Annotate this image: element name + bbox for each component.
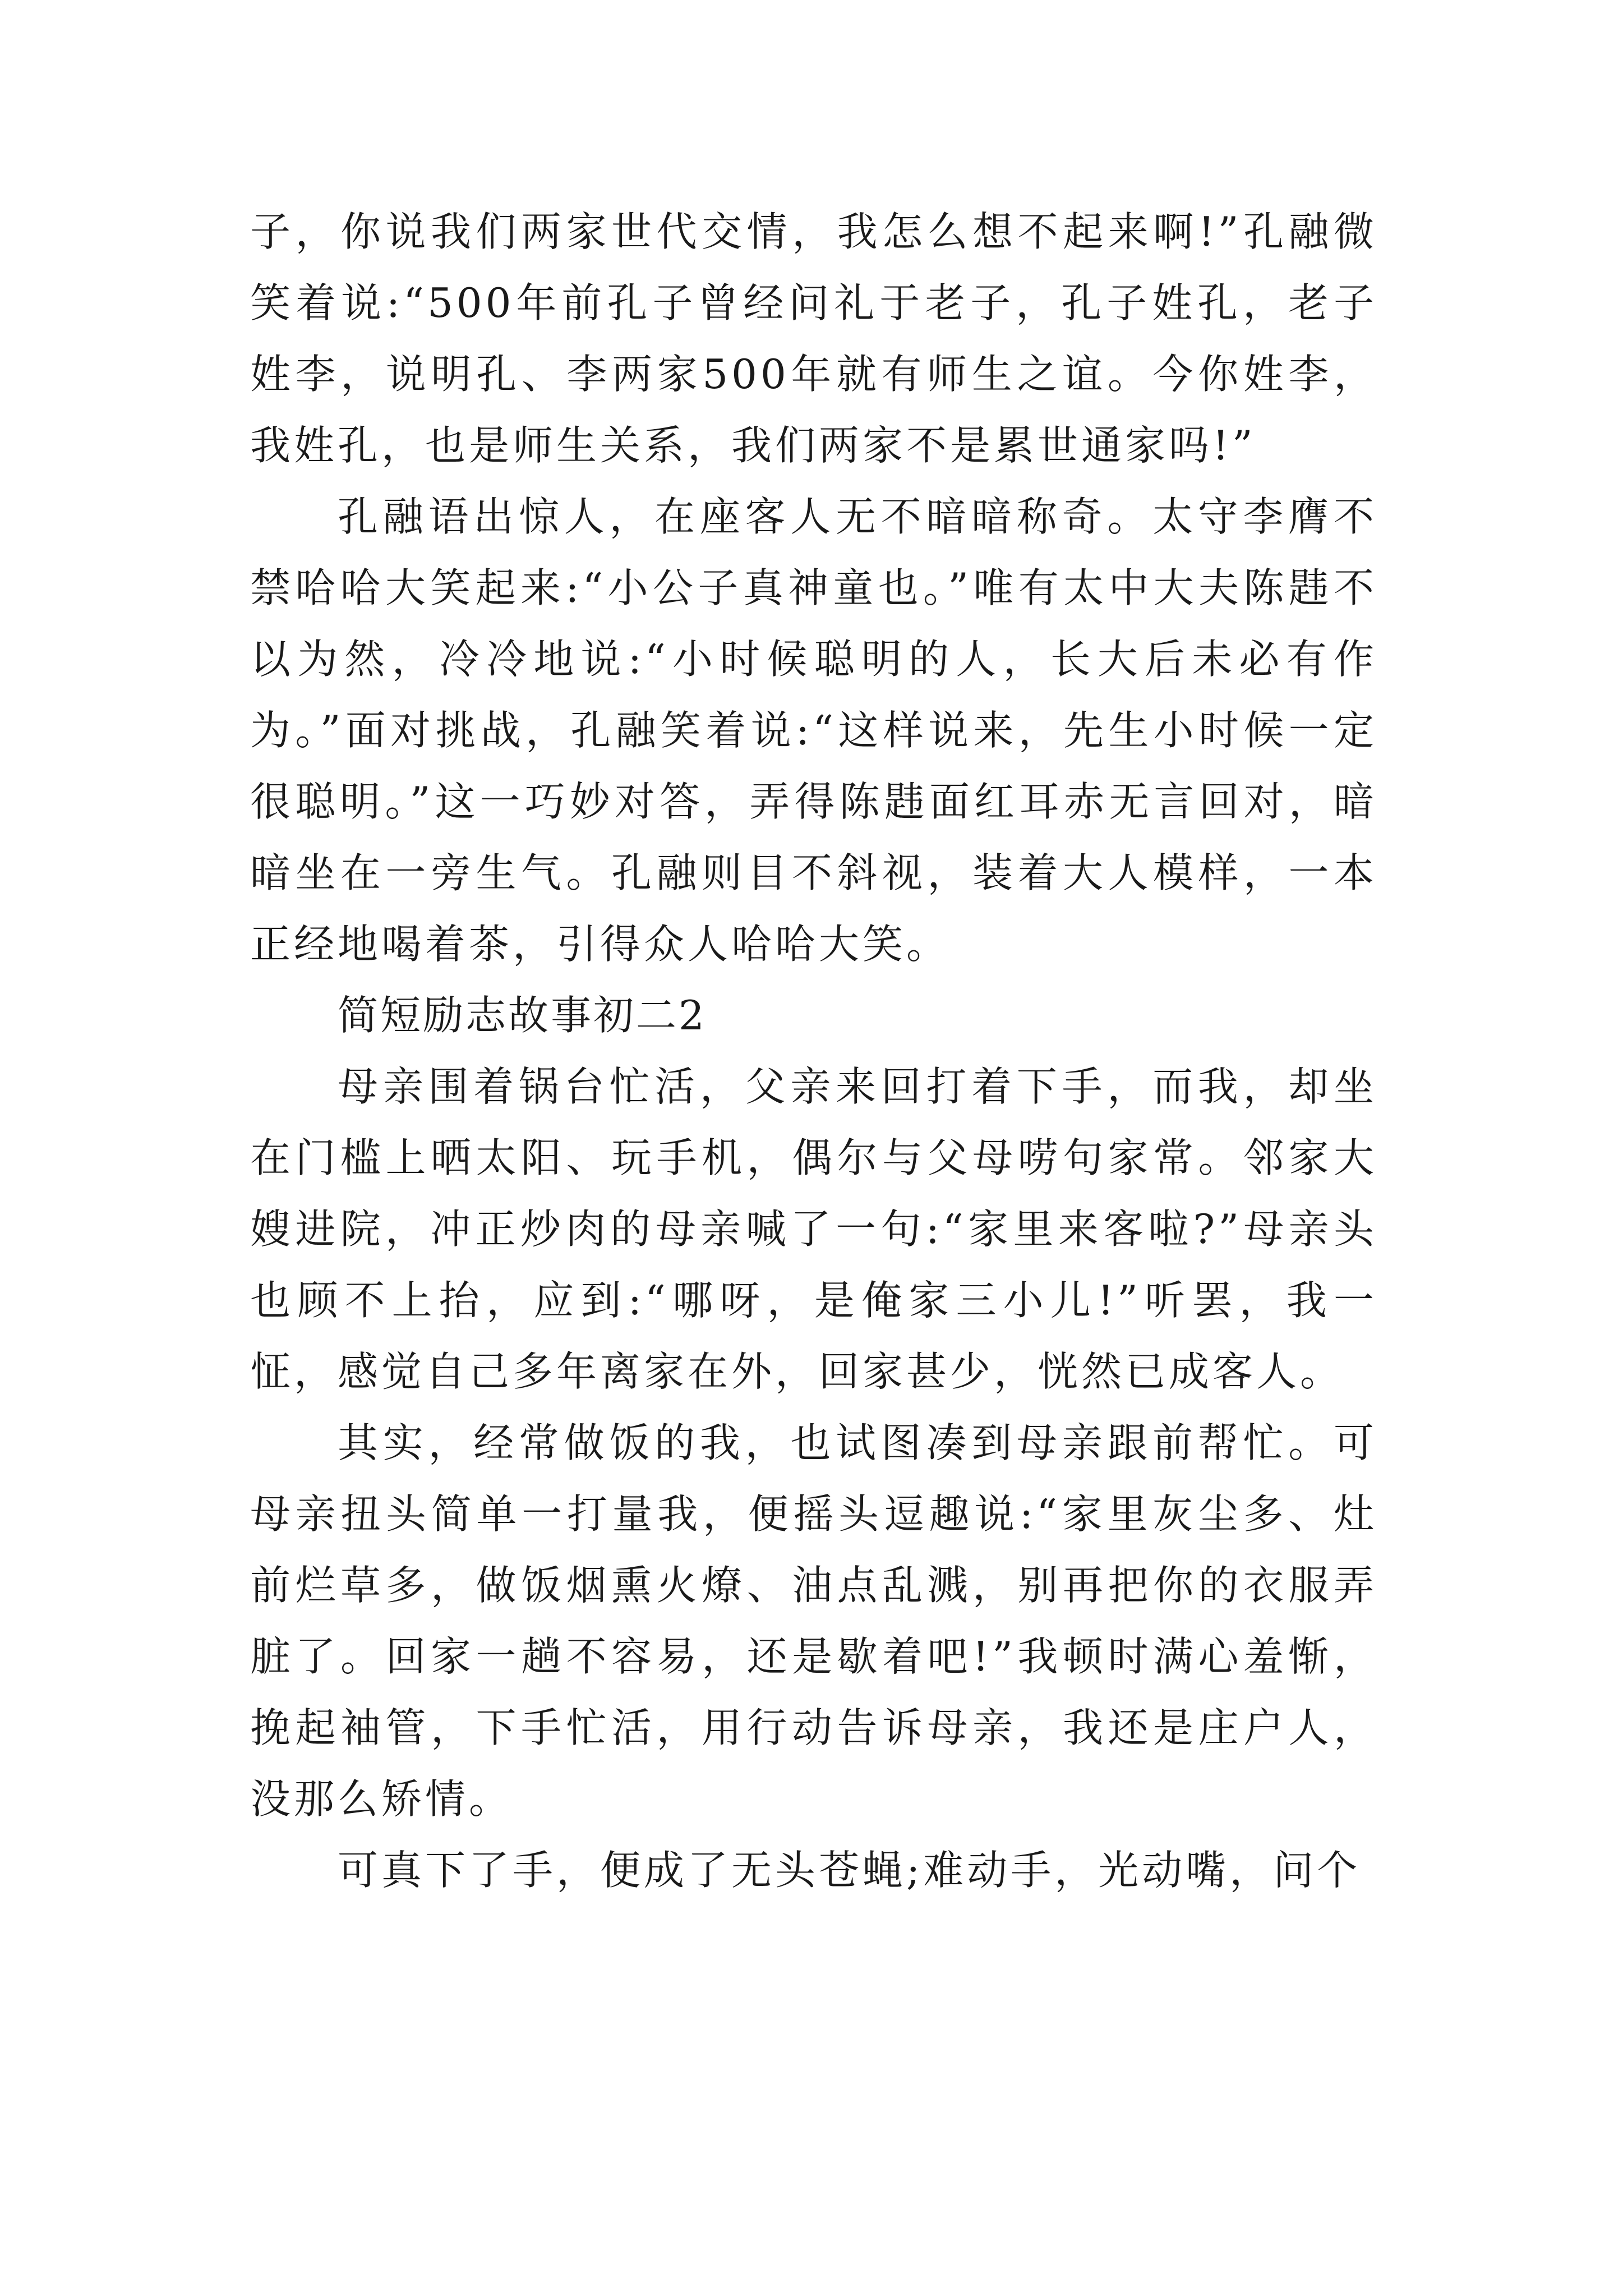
paragraph: 孔融语出惊人，在座客人无不暗暗称奇。太守李膺不禁哈哈大笑起来:“小公子真神童也。”唯有太中大夫陈韪不以为然，冷冷地说:“小时候聪明的人，长大后未必有作为。”面对挑战，孔融笑着说:“这样说来，先生小时候一定很聪明。”这一巧妙对答，弄得陈韪面红耳赤无言回对，暗暗坐在一旁生气。孔融则目不斜视，装着大人模样，一本正经地喝着茶，引得众人哈哈大笑。 xyxy=(250,493,1377,968)
paragraph: 母亲围着锅台忙活，父亲来回打着下手，而我，却坐在门槛上晒太阳、玩手机，偶尔与父母唠句家常。邻家大嫂进院，冲正炒肉的母亲喊了一句:“家里来客啦?”母亲头也顾不上抬，应到:“哪呀，是俺家三小儿!”听罢，我一怔，感觉自己多年离家在外，回家甚少，恍然已成客人。 xyxy=(250,1063,1377,1395)
paragraph: 可真下了手，便成了无头苍蝇;难动手，光动嘴，问个 xyxy=(338,1847,1361,1894)
paragraph: 其实，经常做饭的我，也试图凑到母亲跟前帮忙。可母亲扭头简单一打量我，便摇头逗趣说:“家里灰尘多、灶前烂草多，做饭烟熏火燎、油点乱溅，别再把你的衣服弄脏了。回家一趟不容易，还是歇着吧!”我顿时满心羞惭，挽起袖管，下手忙活，用行动告诉母亲，我还是庄户人，没那么矫情。 xyxy=(250,1419,1377,1823)
document-body xyxy=(250,196,1377,1906)
paragraph-continuation: 子，你说我们两家世代交情，我怎么想不起来啊!”孔融微笑着说:“500年前孔子曾经问礼于老子，孔子姓孔，老子姓李，说明孔、李两家500年就有师生之谊。今你姓李，我姓孔，也是师生关系，我们两家不是累世通家吗!” xyxy=(250,208,1377,469)
section-heading: 简短励志故事初二2 xyxy=(338,992,707,1039)
